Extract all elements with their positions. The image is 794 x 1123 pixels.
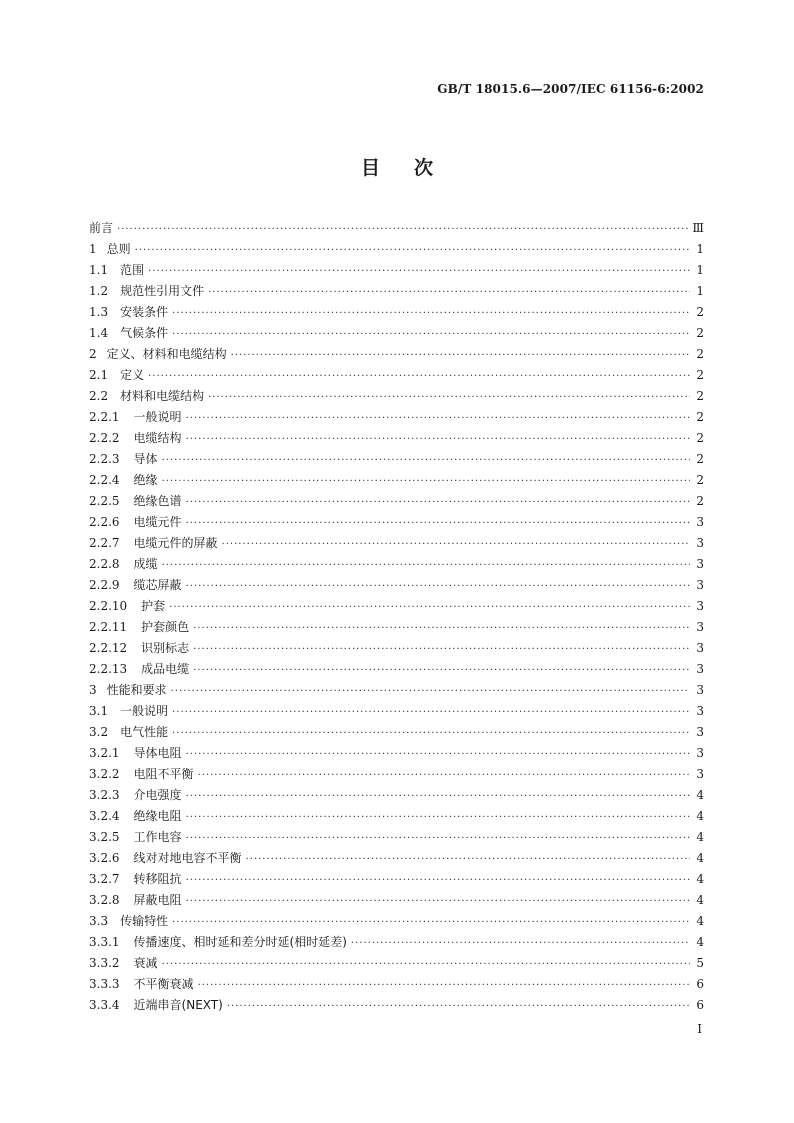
toc-entry-number: 2.2.6 <box>89 515 120 529</box>
toc-entry-number: 3.2.4 <box>89 809 120 823</box>
toc-entry[interactable] <box>89 890 704 911</box>
toc-entry-page: 4 <box>696 935 704 949</box>
toc-entry-number: 1 <box>89 242 97 256</box>
toc-entry[interactable] <box>89 827 704 848</box>
toc-dot-leader <box>172 324 690 345</box>
toc-entry-page: 3 <box>696 620 704 634</box>
toc-entry-page: 2 <box>696 473 704 487</box>
toc-entry-label: 缆芯屏蔽 <box>133 578 182 592</box>
toc-entry-number: 2.2.13 <box>89 662 128 676</box>
toc-dot-leader <box>172 912 690 933</box>
toc-entry-number: 3.3.4 <box>89 998 120 1012</box>
toc-entry-label: 工作电容 <box>133 830 182 844</box>
toc-entry-page: 4 <box>696 809 704 823</box>
toc-entry-label: 护套 <box>141 599 166 613</box>
toc-dot-leader <box>186 870 690 891</box>
toc-entry[interactable] <box>89 848 704 869</box>
toc-entry-label: 衰减 <box>133 956 158 970</box>
toc-entry-label: 气候条件 <box>120 326 169 340</box>
toc-dot-leader <box>351 933 690 954</box>
toc-dot-leader <box>117 219 688 240</box>
toc-dot-leader <box>186 891 690 912</box>
toc-entry-number: 3.2.1 <box>89 746 120 760</box>
toc-entry-page: 1 <box>696 263 704 277</box>
toc-entry-label: 导体电阻 <box>133 746 182 760</box>
toc-entry[interactable] <box>89 953 704 974</box>
toc-entry[interactable] <box>89 323 704 344</box>
toc-entry[interactable] <box>89 575 704 596</box>
toc-dot-leader <box>186 513 690 534</box>
toc-entry-page: 2 <box>696 452 704 466</box>
toc-entry[interactable] <box>89 365 704 386</box>
toc-dot-leader <box>227 996 690 1017</box>
toc-entry-page: 3 <box>696 641 704 655</box>
toc-entry-label: 近端串音(NEXT) <box>133 998 223 1012</box>
toc-dot-leader <box>198 975 690 996</box>
toc-entry-page: 1 <box>696 242 704 256</box>
toc-entry[interactable] <box>89 995 704 1016</box>
toc-dot-leader <box>162 471 690 492</box>
toc-entry[interactable] <box>89 764 704 785</box>
toc-dot-leader <box>135 240 690 261</box>
toc-dot-leader <box>222 534 690 555</box>
toc-entry-label: 不平衡衰减 <box>133 977 194 991</box>
toc-entry-number: 2.2.12 <box>89 641 128 655</box>
toc-entry[interactable] <box>89 722 704 743</box>
toc-entry[interactable] <box>89 743 704 764</box>
toc-entry-page: 4 <box>696 788 704 802</box>
toc-entry-page: 2 <box>696 389 704 403</box>
footer-page-number: I <box>697 1022 702 1036</box>
toc-entry[interactable] <box>89 659 704 680</box>
toc-entry[interactable] <box>89 554 704 575</box>
toc-entry-page: 4 <box>696 830 704 844</box>
toc-dot-leader <box>162 954 690 975</box>
toc-entry-page: 3 <box>696 536 704 550</box>
toc-entry-label: 识别标志 <box>141 641 190 655</box>
toc-dot-leader <box>162 555 690 576</box>
toc-entry[interactable] <box>89 932 704 953</box>
toc-entry-label: 范围 <box>120 263 145 277</box>
toc-entry-number: 2.2 <box>89 389 109 403</box>
toc-entry[interactable] <box>89 281 704 302</box>
toc-entry-page: 2 <box>696 494 704 508</box>
toc-entry-page: 2 <box>696 368 704 382</box>
toc-entry[interactable] <box>89 491 704 512</box>
toc-dot-leader <box>148 366 690 387</box>
toc-entry-page: 3 <box>696 557 704 571</box>
toc-entry-number: 2.2.3 <box>89 452 120 466</box>
toc-dot-leader <box>186 408 690 429</box>
toc-entry-page: 2 <box>696 326 704 340</box>
toc-entry[interactable] <box>89 260 704 281</box>
toc-dot-leader <box>172 702 690 723</box>
toc-entry-number: 3 <box>89 683 97 697</box>
toc-entry-number: 2.2.11 <box>89 620 128 634</box>
toc-entry-page: 3 <box>696 704 704 718</box>
toc-entry-label: 电缆元件 <box>133 515 182 529</box>
toc-entry[interactable] <box>89 218 704 239</box>
toc-entry-page: 2 <box>696 347 704 361</box>
toc-entry-number: 1.4 <box>89 326 109 340</box>
toc-entry-label: 一般说明 <box>120 704 169 718</box>
toc-entry[interactable] <box>89 428 704 449</box>
toc-entry[interactable] <box>89 512 704 533</box>
toc-entry-label: 定义、材料和电缆结构 <box>106 347 227 361</box>
toc-entry-label: 定义 <box>120 368 145 382</box>
toc-entry-number: 2.2.5 <box>89 494 120 508</box>
toc-entry-page: 3 <box>696 725 704 739</box>
toc-entry-page: 2 <box>696 410 704 424</box>
toc-entry-page: 1 <box>696 284 704 298</box>
toc-entry-page: 2 <box>696 305 704 319</box>
toc-entry-number: 2 <box>89 347 97 361</box>
toc-dot-leader <box>246 849 690 870</box>
toc-entry-page: 4 <box>696 872 704 886</box>
toc-entry-label: 安装条件 <box>120 305 169 319</box>
toc-entry-page: 3 <box>696 683 704 697</box>
toc-entry-number: 3.3.3 <box>89 977 120 991</box>
toc-dot-leader <box>172 723 690 744</box>
toc-entry-number: 2.1 <box>89 368 109 382</box>
toc-entry[interactable] <box>89 680 704 701</box>
toc-entry[interactable] <box>89 407 704 428</box>
toc-entry-number: 3.2 <box>89 725 109 739</box>
toc-dot-leader <box>186 828 690 849</box>
toc-entry[interactable] <box>89 239 704 260</box>
toc-entry-number: 3.2.8 <box>89 893 120 907</box>
toc-entry-label: 电缆结构 <box>133 431 182 445</box>
toc-entry-label: 传播速度、相时延和差分时延(相时延差) <box>133 935 347 949</box>
toc-entry-number: 3.3 <box>89 914 109 928</box>
title-char-2: 次 <box>414 157 434 179</box>
toc-entry-number: 2.2.8 <box>89 557 120 571</box>
toc-dot-leader <box>193 639 690 660</box>
toc-entry-label: 总则 <box>106 242 131 256</box>
toc-entry-label: 电气性能 <box>120 725 169 739</box>
toc-entry[interactable] <box>89 974 704 995</box>
toc-entry-label: 成缆 <box>133 557 158 571</box>
toc-entry-label: 性能和要求 <box>106 683 167 697</box>
toc-dot-leader <box>193 660 690 681</box>
toc-entry[interactable] <box>89 596 704 617</box>
toc-entry-label: 材料和电缆结构 <box>120 389 205 403</box>
toc-entry-page: 4 <box>696 893 704 907</box>
toc-dot-leader <box>186 786 690 807</box>
toc-entry-number: 2.2.7 <box>89 536 120 550</box>
toc-entry-page: 3 <box>696 746 704 760</box>
toc-entry-number: 3.3.1 <box>89 935 120 949</box>
toc-dot-leader <box>193 618 690 639</box>
toc-entry-page: 4 <box>696 851 704 865</box>
toc-entry-number: 2.2.1 <box>89 410 120 424</box>
toc-entry-label: 护套颜色 <box>141 620 190 634</box>
toc-dot-leader <box>186 429 690 450</box>
toc-entry-number: 1.1 <box>89 263 109 277</box>
toc-dot-leader <box>231 345 690 366</box>
toc-entry[interactable] <box>89 302 704 323</box>
toc-entry-number: 2.2.4 <box>89 473 120 487</box>
toc-entry-number: 3.3.2 <box>89 956 120 970</box>
toc-dot-leader <box>172 303 690 324</box>
page-title <box>0 153 794 180</box>
toc-entry-number: 3.2.5 <box>89 830 120 844</box>
toc-entry-number: 2.2.2 <box>89 431 120 445</box>
toc-dot-leader <box>148 261 690 282</box>
toc-entry-number: 1.2 <box>89 284 109 298</box>
toc-entry[interactable] <box>89 785 704 806</box>
toc-entry-page: 3 <box>696 767 704 781</box>
toc-dot-leader <box>198 765 690 786</box>
standard-code: GB/T 18015.6—2007/IEC 61156-6:2002 <box>437 82 704 96</box>
toc-entry[interactable] <box>89 701 704 722</box>
toc-dot-leader <box>186 744 690 765</box>
toc-entry[interactable] <box>89 386 704 407</box>
toc-entry[interactable] <box>89 806 704 827</box>
toc-entry-page: 3 <box>696 578 704 592</box>
toc-entry-label: 绝缘 <box>133 473 158 487</box>
toc-entry-page: 5 <box>696 956 704 970</box>
toc-entry-page: 2 <box>696 431 704 445</box>
toc-entry[interactable] <box>89 344 704 365</box>
toc-entry-page: 3 <box>696 599 704 613</box>
toc-entry[interactable] <box>89 869 704 890</box>
toc-entry[interactable] <box>89 449 704 470</box>
toc-entry-page: 3 <box>696 515 704 529</box>
toc-entry-label: 电缆元件的屏蔽 <box>133 536 218 550</box>
toc-entry-label: 导体 <box>133 452 158 466</box>
toc-entry-label: 介电强度 <box>133 788 182 802</box>
toc-entry-number: 3.2.6 <box>89 851 120 865</box>
toc-entry-number: 2.2.9 <box>89 578 120 592</box>
toc-entry-label: 线对对地电容不平衡 <box>133 851 242 865</box>
toc-entry[interactable] <box>89 470 704 491</box>
toc-entry-label: 电阻不平衡 <box>133 767 194 781</box>
toc-entry-number: 3.1 <box>89 704 109 718</box>
toc-entry-label: 规范性引用文件 <box>120 284 205 298</box>
toc-entry[interactable] <box>89 638 704 659</box>
toc-entry-number: 3.2.2 <box>89 767 120 781</box>
toc-dot-leader <box>186 492 690 513</box>
toc-entry-label: 屏蔽电阻 <box>133 893 182 907</box>
toc-dot-leader <box>162 450 690 471</box>
toc-dot-leader <box>171 681 690 702</box>
toc-entry-label: 绝缘色谱 <box>133 494 182 508</box>
toc-entry-label: 成品电缆 <box>141 662 190 676</box>
toc-dot-leader <box>169 597 690 618</box>
toc-entry-page: 6 <box>696 998 704 1012</box>
toc-entry-label: 一般说明 <box>133 410 182 424</box>
toc-entry-number: 1.3 <box>89 305 109 319</box>
toc-entry[interactable] <box>89 617 704 638</box>
toc-entry[interactable] <box>89 533 704 554</box>
title-char-1: 目 <box>360 157 380 179</box>
toc-entry-number: 3.2.3 <box>89 788 120 802</box>
toc-entry-label: 传输特性 <box>120 914 169 928</box>
toc-entry-page: Ⅲ <box>692 221 704 235</box>
toc-entry-label: 绝缘电阻 <box>133 809 182 823</box>
toc-dot-leader <box>186 807 690 828</box>
toc-dot-leader <box>208 387 690 408</box>
table-of-contents <box>89 218 704 1016</box>
toc-dot-leader <box>186 576 690 597</box>
toc-entry-page: 3 <box>696 662 704 676</box>
toc-entry-label: 前言 <box>89 221 114 235</box>
toc-entry-page: 6 <box>696 977 704 991</box>
toc-entry[interactable] <box>89 911 704 932</box>
toc-dot-leader <box>208 282 690 303</box>
toc-entry-number: 2.2.10 <box>89 599 128 613</box>
toc-entry-page: 4 <box>696 914 704 928</box>
toc-entry-label: 转移阻抗 <box>133 872 182 886</box>
toc-entry-number: 3.2.7 <box>89 872 120 886</box>
